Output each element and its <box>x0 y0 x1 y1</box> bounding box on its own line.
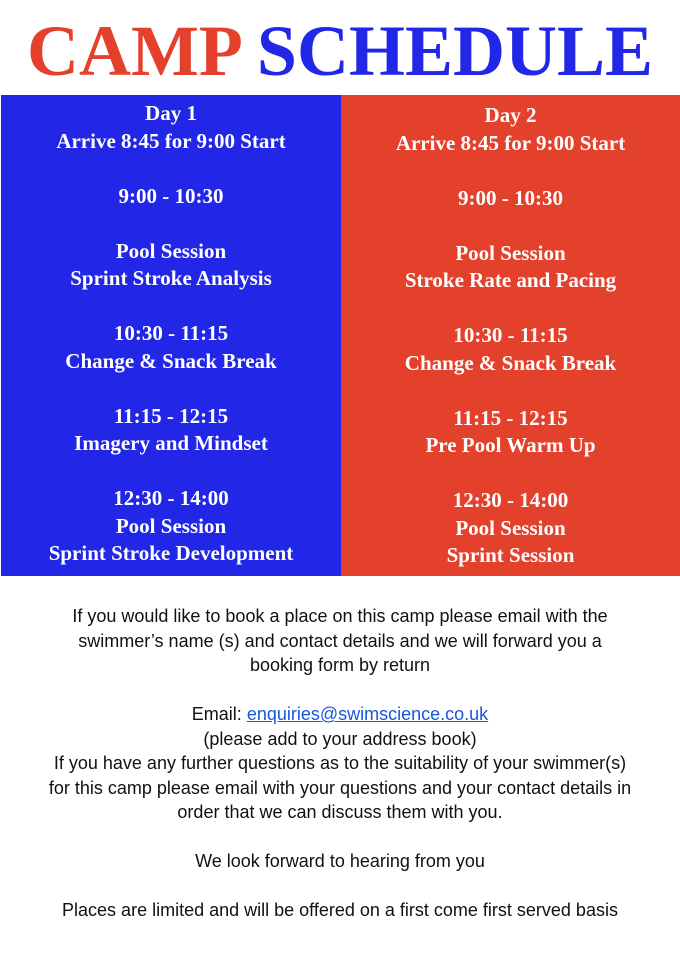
day2-session1-title: Stroke Rate and Pacing <box>404 268 617 292</box>
day1-spacer <box>1 155 341 183</box>
day1-arrival: Arrive 8:45 for 9:00 Start <box>56 128 286 153</box>
day2-spacer <box>341 460 680 488</box>
schedule-table <box>1 95 680 576</box>
day1-session2-time: 10:30 - 11:15 <box>113 321 229 345</box>
day2-arrival: Arrive 8:45 for 9:00 Start <box>395 130 626 155</box>
day1-session1-title: Sprint Stroke Analysis <box>70 266 272 290</box>
day2-heading: Day 2 <box>484 103 537 127</box>
day1-session4-type: Pool Session <box>115 513 227 538</box>
info-section <box>0 604 680 923</box>
day2-column <box>341 95 680 576</box>
day2-session3-title: Pre Pool Warm Up <box>425 433 596 457</box>
day1-session3-time: 11:15 - 12:15 <box>113 403 229 428</box>
day1-spacer <box>1 293 341 321</box>
day2-spacer <box>341 377 680 405</box>
day2-session4-type: Pool Session <box>455 515 566 540</box>
questions-text-line: If you have any further questions as to the suitability of your swimmer(s) <box>53 753 627 773</box>
day2-session1-type: Pool Session <box>455 240 566 265</box>
day1-session1-time: 9:00 - 10:30 <box>118 183 224 208</box>
day1-heading: Day 1 <box>145 101 197 125</box>
day2-spacer <box>341 295 680 323</box>
day2-spacer <box>341 212 680 240</box>
page-title <box>0 8 680 94</box>
day1-column <box>1 95 341 576</box>
day1-session4-time: 12:30 - 14:00 <box>113 486 229 510</box>
booking-text-line: swimmer’s name (s) and contact details and we will forward you a <box>78 630 602 651</box>
title-schedule: SCHEDULE <box>256 11 654 91</box>
day2-session4-time: 12:30 - 14:00 <box>452 488 569 512</box>
day1-session4-title: Sprint Stroke Development <box>48 541 294 565</box>
email-line <box>0 702 680 727</box>
email-link[interactable]: enquiries@swimscience.co.uk <box>246 704 489 724</box>
day1-session1-type: Pool Session <box>115 238 227 263</box>
day1-spacer <box>1 375 341 403</box>
booking-text-line: booking form by return <box>249 655 431 675</box>
day2-session2-time: 10:30 - 11:15 <box>453 323 568 347</box>
day2-spacer <box>341 157 680 185</box>
email-label: Email: <box>191 704 247 724</box>
day1-session2-title: Change & Snack Break <box>65 348 277 373</box>
day1-spacer <box>1 210 341 238</box>
day1-session3-title: Imagery and Mindset <box>74 431 268 455</box>
questions-text-line: for this camp please email with your questions and your contact details in <box>48 777 632 798</box>
day2-session2-title: Change & Snack Break <box>404 350 617 375</box>
address-book-note: (please add to your address book) <box>203 728 477 749</box>
day2-session1-time: 9:00 - 10:30 <box>458 185 563 210</box>
day2-session4-title: Sprint Session <box>446 543 575 567</box>
booking-text-line: If you would like to book a place on this camp please email with the <box>72 606 608 626</box>
title-camp: CAMP <box>26 11 239 91</box>
day1-spacer <box>1 458 341 486</box>
limited-places-text: Places are limited and will be offered on a first come first served basis <box>62 900 618 920</box>
day2-session3-time: 11:15 - 12:15 <box>453 405 568 430</box>
questions-text-line: order that we can discuss them with you. <box>177 802 503 822</box>
closing-text: We look forward to hearing from you <box>195 851 485 871</box>
